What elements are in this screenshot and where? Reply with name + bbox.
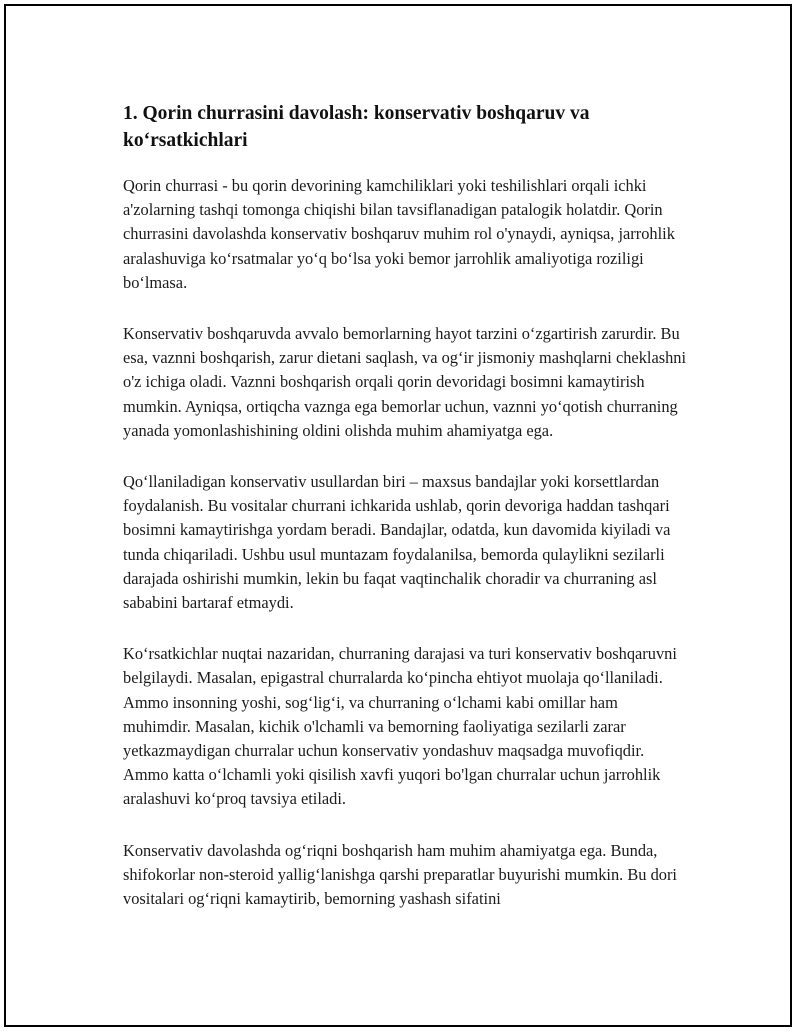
paragraph-1: Qorin churrasi - bu qorin devorining kamchiliklari yoki teshilishlari orqali ichki a'zolarning tashqi tomonga chiqishi bilan tavsiflanadigan patalogik holatdir. Qorin churrasini davolashda konservativ boshqaruv muhim rol o'ynaydi, ayniqsa, jarrohlik aralashuviga ko‘rsatmalar yo‘q bo‘lsa yoki bemor jarrohlik amaliyotiga roziligi bo‘lmasa. bbox=[123, 176, 675, 292]
document-body bbox=[123, 100, 689, 938]
paragraph-4: Ko‘rsatkichlar nuqtai nazaridan, churraning darajasi va turi konservativ boshqaruvni belgilaydi. Masalan, epigastral churralarda ko‘pincha ehtiyot muolaja qo‘llaniladi. Ammo insonning yoshi, sog‘lig‘i, va churraning o‘lchami kabi omillar ham muhimdir. Masalan, kichik o'lchamli va bemorning faoliyatiga sezilarli zarar yetkazmaydigan churralar uchun konservativ yondashuv maqsadga muvofiqdir. Ammo katta o‘lchamli yoki qisilish xavfi yuqori bo'lgan churralar uchun jarrohlik aralashuvi ko‘proq tavsiya etiladi. bbox=[123, 644, 677, 809]
paragraph-3: Qo‘llaniladigan konservativ usullardan biri – maxsus bandajlar yoki korsettlardan foydalanish. Bu vositalar churrani ichkarida ushlab, qorin devoriga haddan tashqari bosimni kamaytirishga yordam beradi. Bandajlar, odatda, kun davomida kiyiladi va tunda chiqariladi. Ushbu usul muntazam foydalanilsa, bemorda qulaylikni sezilarli darajada oshirishi mumkin, lekin bu faqat vaqtinchalik choradir va churraning asl sababini bartaraf etmaydi. bbox=[123, 472, 671, 613]
paragraph-5: Konservativ davolashda og‘riqni boshqarish ham muhim ahamiyatga ega. Bunda, shifokorlar non-steroid yallig‘lanishga qarshi preparatlar buyurishi mumkin. Bu dori vositalari og‘riqni kamaytirib, bemorning yashash sifatini bbox=[123, 840, 677, 909]
document-title: 1. Qorin churrasini davolash: konservativ boshqaruv va ko‘rsatkichlari bbox=[123, 103, 590, 151]
paragraph-2: Konservativ boshqaruvda avvalo bemorlarning hayot tarzini o‘zgartirish zarurdir. Bu esa, vaznni boshqarish, zarur dietani saqlash, va og‘ir jismoniy mashqlarni cheklashni o'z ichiga oladi. Vaznni boshqarish orqali qorin devoridagi bosimni kamaytirish mumkin. Ayniqsa, ortiqcha vaznga ega bemorlar uchun, vaznni yo‘qotish churraning yanada yomonlashishining oldini olishda muhim ahamiyatga ega. bbox=[123, 324, 687, 440]
page-frame bbox=[4, 4, 792, 1027]
